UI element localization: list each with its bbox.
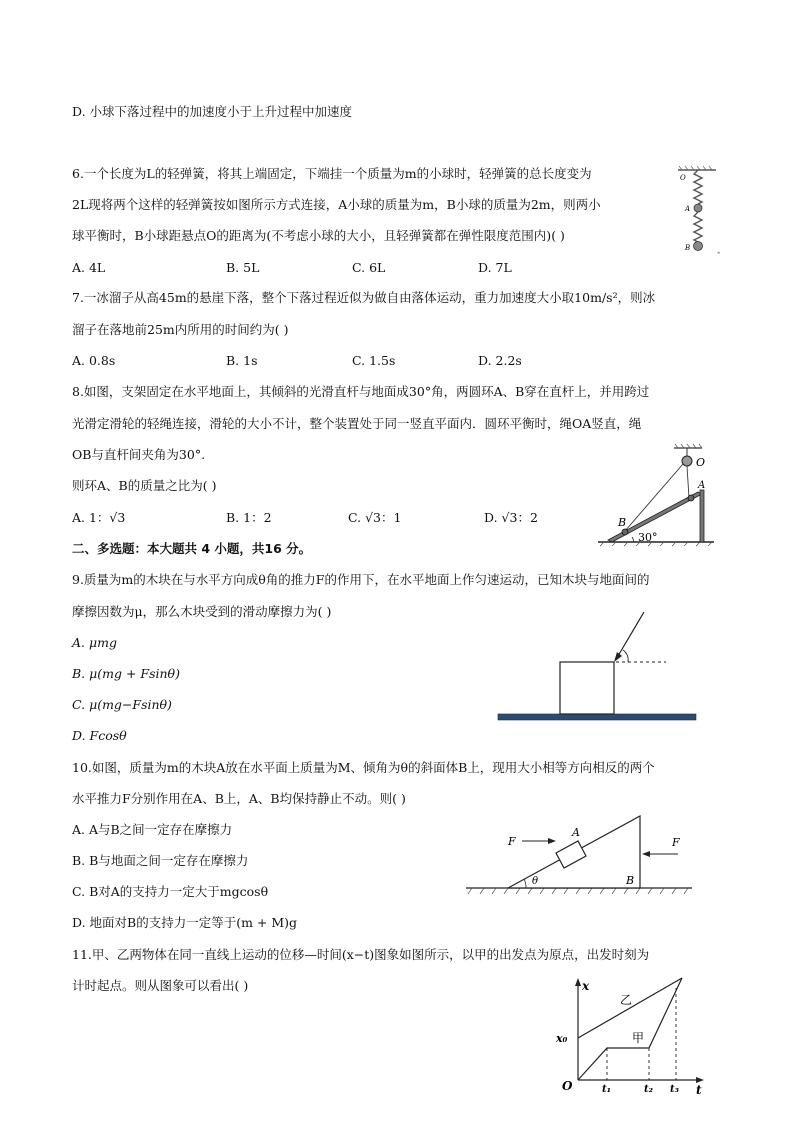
q6-option-d: D. 7L [478, 260, 512, 275]
q8-option-a: A. 1：√3 [72, 510, 126, 525]
svg-text:x₀: x₀ [556, 1032, 568, 1045]
q11-xt-graph-figure [550, 972, 710, 1096]
svg-text:O: O [562, 1079, 573, 1093]
q9-option-b: B. μ(mg + Fsinθ) [72, 666, 180, 681]
svg-text:B: B [685, 244, 691, 252]
q9-option-c: C. μ(mg−Fsinθ) [72, 697, 172, 712]
svg-text:乙: 乙 [620, 993, 633, 1007]
svg-text:t: t [696, 1083, 702, 1096]
svg-text:A: A [698, 480, 706, 491]
q7-option-c: C. 1.5s [352, 353, 396, 368]
q8-option-b: B. 1：2 [226, 510, 272, 525]
q9-option-a: A. μmg [72, 635, 117, 650]
q7-option-b: B. 1s [226, 353, 258, 368]
svg-text:O: O [680, 174, 686, 182]
q6-stem-line3: 球平衡时，B小球距悬点O的距离为(不考虑小球的大小，且轻弹簧都在弹性限度范围内)( ) [72, 228, 565, 243]
q5-option-d: D. 小球下落过程中的加速度小于上升过程中加速度 [72, 104, 353, 119]
svg-text:F: F [672, 836, 680, 849]
q8-stem-line3: OB与直杆间夹角为30°. [72, 447, 206, 462]
q10-option-c: C. B对A的支持力一定大于mgcosθ [72, 884, 269, 899]
q7-stem-line2: 溜子在落地前25m内所用的时间约为( ) [72, 322, 289, 337]
svg-text:t₂: t₂ [644, 1084, 653, 1095]
q11-stem-line1: 11.甲、乙两物体在同一直线上运动的位移—时间(x−t)图象如图所示，以甲的出发点为原点，出发时刻为 [72, 947, 650, 962]
q6-stem-line1: 6.一个长度为L的轻弹簧，将其上端固定，下端挂一个质量为m的小球时，轻弹簧的总长度变为 [72, 166, 592, 181]
q10-option-b: B. B与地面之间一定存在摩擦力 [72, 853, 249, 868]
q11-stem-line2: 计时起点。则从图象可以看出( ) [72, 978, 249, 993]
svg-text:30°: 30° [638, 531, 658, 544]
q8-option-c: C. √3：1 [348, 510, 402, 525]
svg-text:x: x [582, 979, 590, 993]
q10-stem-line1: 10.如图，质量为m的木块A放在水平面上质量为M、倾角为θ的斜面体B上，现用大小相等方向相反的两个 [72, 760, 655, 775]
section-heading-multiple-choice: 二、多选题：本大题共 4 小题，共16 分。 [72, 541, 312, 556]
svg-text:θ: θ [532, 876, 539, 887]
q10-option-d: D. 地面对B的支持力一定等于(m + M)g [72, 915, 298, 930]
q9-stem-line2: 摩擦因数为μ，那么木块受到的滑动摩擦力为( ) [72, 604, 332, 619]
q7-option-a: A. 0.8s [72, 353, 116, 368]
q6-option-b: B. 5L [226, 260, 260, 275]
svg-text:O: O [696, 456, 706, 469]
q8-stem-line4: 则环A、B的质量之比为( ) [72, 478, 217, 493]
q7-stem-line1: 7.一冰溜子从高45m的悬崖下落，整个下落过程近似为做自由落体运动，重力加速度大小取10m/s²，则冰 [72, 290, 656, 305]
q6-spring-figure [672, 164, 724, 258]
q10-stem-line2: 水平推力F分别作用在A、B上，A、B均保持静止不动。则( ) [72, 791, 406, 806]
q6-option-a: A. 4L [72, 260, 106, 275]
svg-text:t₁: t₁ [602, 1084, 611, 1095]
q8-incline-rod-figure [598, 442, 716, 548]
svg-text:F: F [508, 835, 516, 848]
q10-incline-block-figure [464, 810, 694, 902]
svg-text:甲: 甲 [632, 1031, 645, 1045]
q9-stem-line1: 9.质量为m的木块在与水平方向成θ角的推力F的作用下，在水平地面上作匀速运动，已知木块与地面间的 [72, 572, 650, 587]
q8-stem-line1: 8.如图，支架固定在水平地面上，其倾斜的光滑直杆与地面成30°角，两圆环A、B穿在直杆上，并用跨过 [72, 384, 650, 399]
svg-text:t₃: t₃ [670, 1084, 679, 1095]
svg-text:A: A [685, 205, 691, 213]
q8-stem-line2: 光滑定滑轮的轻绳连接，滑轮的大小不计，整个装置处于同一竖直平面内．圆环平衡时，绳OA竖直，绳 [72, 416, 642, 431]
q9-block-push-figure [496, 604, 700, 724]
svg-text:B: B [626, 874, 635, 887]
svg-text:A: A [572, 826, 580, 839]
q8-option-d: D. √3：2 [484, 510, 538, 525]
svg-text:◂: ◂ [717, 250, 720, 256]
q6-stem-line2: 2L现将两个这样的轻弹簧按如图所示方式连接，A小球的质量为m，B小球的质量为2m，则两小 [72, 197, 601, 212]
q6-option-c: C. 6L [352, 260, 386, 275]
q10-option-a: A. A与B之间一定存在摩擦力 [72, 822, 233, 837]
q7-option-d: D. 2.2s [478, 353, 522, 368]
q9-option-d: D. Fcosθ [72, 728, 127, 743]
svg-text:B: B [618, 516, 627, 529]
